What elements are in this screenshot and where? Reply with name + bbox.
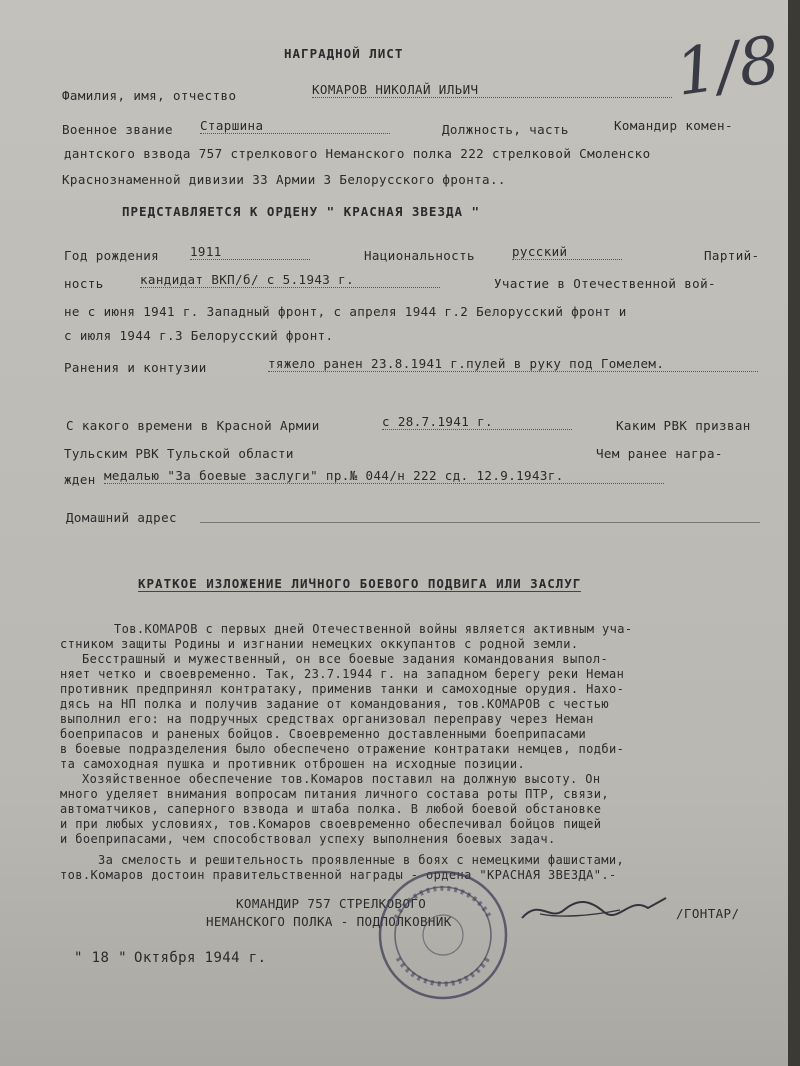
war-label: Участие в Отечественной вой- bbox=[494, 276, 716, 291]
army-since-label: С какого времени в Красной Армии bbox=[66, 418, 320, 433]
nationality-value: русский bbox=[512, 244, 622, 260]
date-day: " 18 " bbox=[74, 950, 127, 966]
rank-label: Военное звание bbox=[62, 122, 173, 137]
wounds-label: Ранения и контузии bbox=[64, 360, 207, 375]
position-value-1: Командир комен- bbox=[614, 118, 733, 133]
date-rest: Октября 1944 г. bbox=[134, 950, 267, 966]
address-label: Домашний адрес bbox=[66, 510, 177, 525]
previous-award-label-2: жден bbox=[64, 472, 96, 487]
story-line: и при любых условиях, тов.Комаров своевременно обеспечивал бойцов пищей bbox=[60, 817, 602, 831]
signature-line-2: НЕМАНСКОГО ПОЛКА - ПОДПОЛКОВНИК bbox=[206, 914, 452, 929]
story-line: та самоходная пушка и противник отброшен на исходные позиции. bbox=[60, 757, 526, 771]
story-line: стником защиты Родины и изгнании немецких оккупантов с родной земли. bbox=[60, 637, 579, 651]
story-line: и боеприпасами, чем способствовал успеху выполнения боевых задач. bbox=[60, 832, 556, 846]
war-value-1: не с июня 1941 г. Западный фронт, с апреля 1944 г.2 Белорусский фронт и bbox=[64, 304, 627, 319]
war-value-2: с июля 1944 г.3 Белорусский фронт. bbox=[64, 328, 334, 343]
rank-value: Старшина bbox=[200, 118, 390, 134]
story-line: тов.Комаров достоин правительственной награды - ордена "КРАСНАЯ ЗВЕЗДА".- bbox=[60, 868, 617, 882]
story-line: боеприпасов и раненых бойцов. Своевременно доставленными боеприпасами bbox=[60, 727, 587, 741]
fio-label: Фамилия, имя, отчество bbox=[62, 88, 237, 103]
previous-award-label: Чем ранее награ- bbox=[596, 446, 723, 461]
position-value-3: Краснознаменной дивизии 33 Армии 3 Белорусского фронта.. bbox=[62, 172, 506, 187]
story-line: выполнил его: на подручных средствах организовал переправу через Неман bbox=[60, 712, 594, 726]
army-since-value: с 28.7.1941 г. bbox=[382, 414, 572, 430]
party-label: Партий- bbox=[704, 248, 760, 263]
birth-value: 1911 bbox=[190, 244, 310, 260]
summary-title: КРАТКОЕ ИЗЛОЖЕНИЕ ЛИЧНОГО БОЕВОГО ПОДВИГА ИЛИ ЗАСЛУГ bbox=[138, 576, 582, 591]
party-value: кандидат ВКП/б/ с 5.1943 г. bbox=[140, 272, 440, 288]
story-line: противник предпринял контратаку, применив танки и самоходные орудия. Нахо- bbox=[60, 682, 625, 696]
story-text bbox=[60, 622, 780, 883]
story-line: За смелость и решительность проявленные в боях с немецкими фашистами, bbox=[98, 853, 625, 867]
handwritten-number: 1/8 bbox=[671, 23, 785, 111]
story-line: няет четко и своевременно. Так, 23.7.1944 г. на западном берегу реки Неман bbox=[60, 667, 625, 681]
story-line: автоматчиков, саперного взвода и штаба полка. В любой боевой обстановке bbox=[60, 802, 602, 816]
story-line: дясь на НП полка и получив задание от командования, тов.КОМАРОВ с честью bbox=[60, 697, 609, 711]
rvk-value: Тульским РВК Тульской области bbox=[64, 446, 294, 461]
fio-value: КОМАРОВ НИКОЛАЙ ИЛЬИЧ bbox=[312, 82, 672, 98]
wounds-value: тяжело ранен 23.8.1941 г.пулей в руку под Гомелем. bbox=[268, 356, 758, 372]
nationality-label: Национальность bbox=[364, 248, 475, 263]
story-line: Тов.КОМАРОВ с первых дней Отечественной войны является активным уча- bbox=[114, 622, 633, 636]
official-round-stamp bbox=[376, 868, 510, 1002]
document-title: НАГРАДНОЙ ЛИСТ bbox=[284, 46, 404, 61]
story-line: Бесстрашный и мужественный, он все боевые задания командования выпол- bbox=[82, 652, 609, 666]
story-line: Хозяйственное обеспечение тов.Комаров поставил на должную высоту. Он bbox=[82, 772, 601, 786]
story-line: много уделяет внимания вопросам питания личного состава роты ПТР, связи, bbox=[60, 787, 609, 801]
previous-award-value: медалью "За боевые заслуги" пр.№ 044/н 222 сд. 12.9.1943г. bbox=[104, 468, 664, 484]
award-line: ПРЕДСТАВЛЯЕТСЯ К ОРДЕНУ " КРАСНАЯ ЗВЕЗДА " bbox=[122, 204, 481, 219]
birth-label: Год рождения bbox=[64, 248, 160, 263]
signature-name: /ГОНТАР/ bbox=[676, 906, 740, 921]
signature-line-1: КОМАНДИР 757 СТРЕЛКОВОГО bbox=[236, 896, 427, 911]
party-label-2: ность bbox=[64, 276, 104, 291]
position-label: Должность, часть bbox=[442, 122, 569, 137]
story-line: в боевые подразделения было обеспечено отражение контратаки немцев, подби- bbox=[60, 742, 625, 756]
photo-edge bbox=[788, 0, 800, 1066]
rvk-label: Каким РВК призван bbox=[616, 418, 751, 433]
position-value-2: дантского взвода 757 стрелкового Неманского полка 222 стрелковой Смоленско bbox=[64, 146, 651, 161]
address-line bbox=[200, 522, 760, 523]
handwritten-signature bbox=[520, 888, 670, 928]
